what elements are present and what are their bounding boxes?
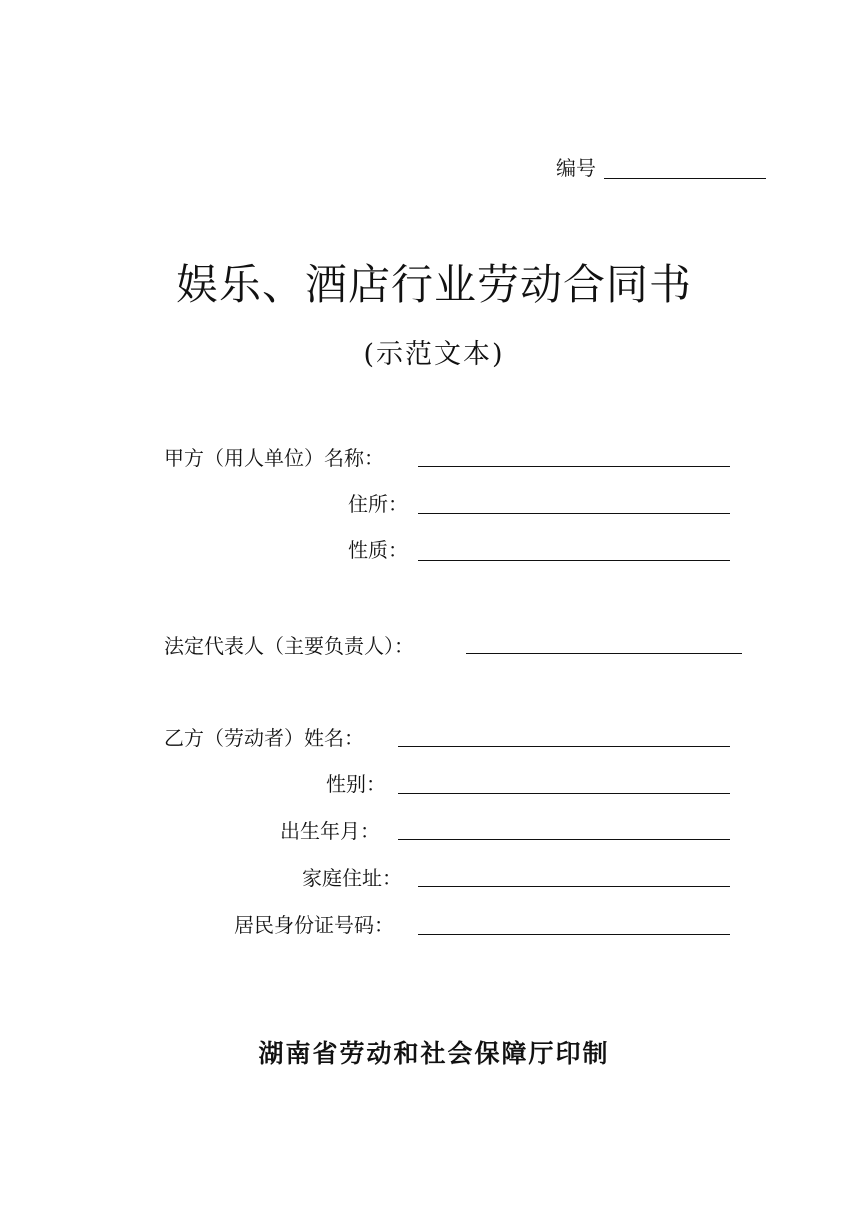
legal-representative-field[interactable]	[466, 653, 742, 654]
party-a-nature-label: 性质：	[348, 538, 408, 562]
party-b-name-field[interactable]	[398, 746, 730, 747]
document-subtitle: (示范文本)	[363, 339, 505, 370]
party-b-id-number-field[interactable]	[418, 934, 730, 935]
party-b-name-label: 乙方（劳动者）姓名：	[164, 726, 364, 750]
document-title: 娱乐、酒店行业劳动合同书	[175, 260, 692, 309]
party-b-home-address-label: 家庭住址：	[302, 866, 402, 890]
party-a-address-field[interactable]	[418, 513, 730, 514]
party-a-address-label: 住所：	[348, 492, 408, 516]
party-a-nature-field[interactable]	[418, 560, 730, 561]
serial-number-label: 编号	[556, 156, 596, 180]
party-b-id-number-label: 居民身份证号码：	[234, 913, 394, 937]
party-b-birth-label: 出生年月：	[280, 819, 380, 843]
party-b-home-address-field[interactable]	[418, 886, 730, 887]
party-b-gender-label: 性别：	[326, 772, 386, 796]
party-b-birth-field[interactable]	[398, 839, 730, 840]
serial-number-field[interactable]	[604, 178, 766, 179]
issuer-footer: 湖南省劳动和社会保障厅印制	[258, 1039, 610, 1068]
party-a-name-label: 甲方（用人单位）名称：	[164, 446, 384, 470]
party-a-name-field[interactable]	[418, 466, 730, 467]
legal-representative-label: 法定代表人（主要负责人）：	[164, 634, 414, 658]
party-b-gender-field[interactable]	[398, 793, 730, 794]
